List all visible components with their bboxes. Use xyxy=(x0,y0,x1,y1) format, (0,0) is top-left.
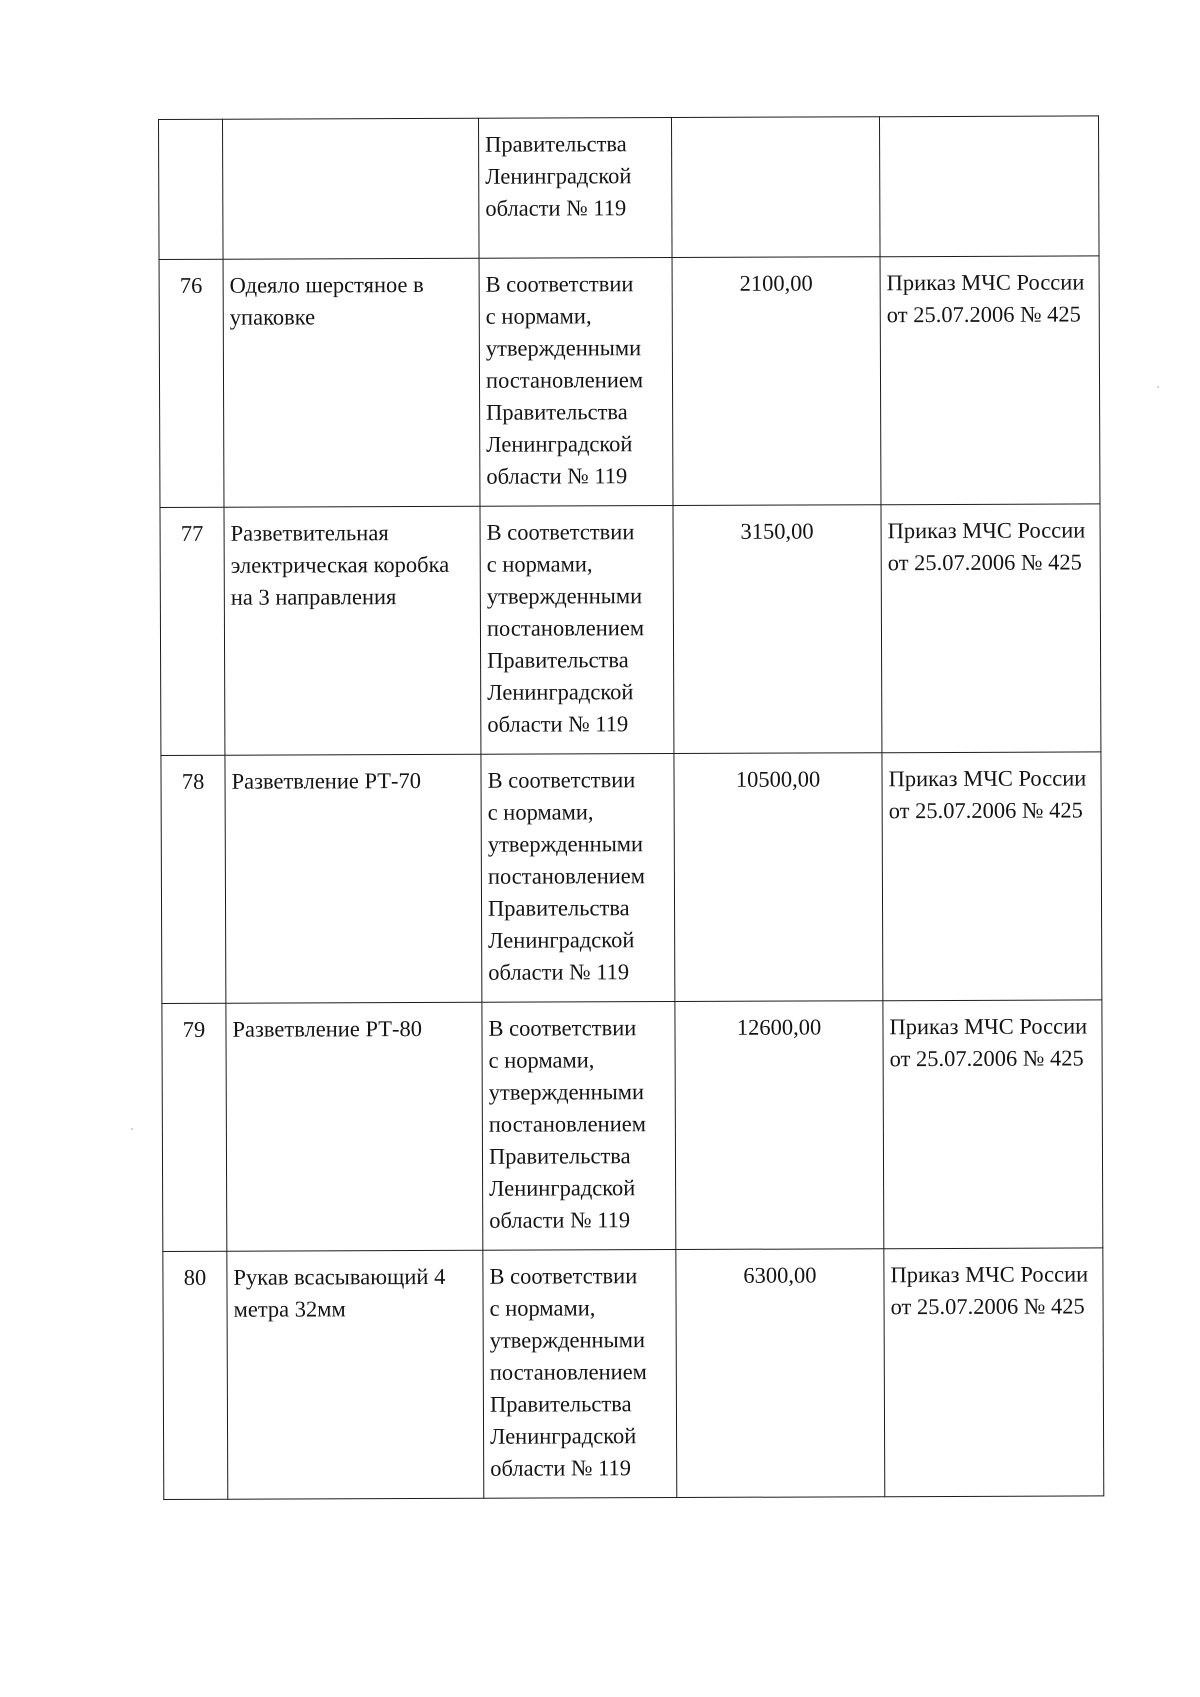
row-number-cell: 78 xyxy=(161,755,226,1003)
basis-line: Ленинградской xyxy=(489,1175,636,1201)
item-name-cell xyxy=(223,118,480,259)
reference-cell: Приказ МЧС России от 25.07.2006 № 425 xyxy=(881,504,1101,753)
basis-line: области № 119 xyxy=(490,1455,632,1481)
basis-cell xyxy=(482,1002,676,1251)
reference-cell: Приказ МЧС России от 25.07.2006 № 425 xyxy=(880,256,1100,505)
basis-cell xyxy=(478,118,672,259)
price-cell: 6300,00 xyxy=(676,1249,885,1498)
item-name-cell: Одеяло шерстяное в упаковке xyxy=(223,258,480,507)
basis-line: Правительства xyxy=(487,895,630,921)
reference-cell: Приказ МЧС России от 25.07.2006 № 425 xyxy=(882,752,1102,1001)
basis-cell xyxy=(481,754,675,1003)
basis-cell xyxy=(483,1250,677,1499)
row-number-cell xyxy=(159,119,224,259)
basis-line: Ленинградской xyxy=(487,679,634,705)
basis-line: Правительства xyxy=(488,1143,631,1169)
basis-line: постановлением xyxy=(488,1111,646,1137)
price-cell: 12600,00 xyxy=(675,1001,884,1250)
basis-line: В соответствии xyxy=(486,519,635,545)
table-row xyxy=(159,256,1100,508)
basis-line: утвержденными xyxy=(486,583,643,609)
item-name-cell: Разветвление РТ-70 xyxy=(225,754,482,1003)
basis-line: области № 119 xyxy=(488,959,630,985)
item-name-cell: Разветвительная электрическая коробка на 3 направления xyxy=(224,506,481,755)
basis-line: с нормами, xyxy=(488,1047,595,1073)
basis-line: В соответствии xyxy=(487,767,636,793)
row-number-cell: 76 xyxy=(159,259,224,507)
basis-line: Правительства xyxy=(486,399,628,425)
basis-line: с нормами, xyxy=(489,1295,596,1321)
item-name-cell: Разветвление РТ-80 xyxy=(226,1002,483,1251)
row-number-cell: 77 xyxy=(160,507,225,755)
price-cell: 10500,00 xyxy=(674,753,883,1002)
reference-cell: Приказ МЧС России от 25.07.2006 № 425 xyxy=(883,1000,1103,1249)
row-number-cell: 80 xyxy=(163,1251,228,1499)
basis-line: области № 119 xyxy=(486,463,628,489)
reference-cell: Приказ МЧС России от 25.07.2006 № 425 xyxy=(884,1248,1104,1497)
basis-line: Ленинградской xyxy=(488,927,635,953)
price-cell xyxy=(671,117,880,258)
basis-line: Ленинградской xyxy=(490,1423,637,1449)
basis-line: с нормами, xyxy=(486,551,593,577)
price-cell: 3150,00 xyxy=(673,505,882,754)
basis-line: с нормами, xyxy=(487,799,594,825)
basis-line: Ленинградской xyxy=(485,163,632,189)
reference-cell xyxy=(879,116,1099,257)
basis-line: утвержденными xyxy=(488,1079,645,1105)
basis-line: Правительства xyxy=(487,647,629,673)
table-row xyxy=(163,1248,1104,1500)
basis-line: Правительства xyxy=(485,131,627,157)
basis-line: постановлением xyxy=(487,863,646,889)
basis-line: утвержденными xyxy=(487,831,644,857)
item-name-cell: Рукав всасывающий 4 метра 32мм xyxy=(227,1250,484,1499)
table-row-continuation xyxy=(159,116,1100,260)
basis-line: утвержденными xyxy=(489,1327,646,1353)
row-number-cell: 79 xyxy=(162,1003,227,1251)
items-table-body xyxy=(159,116,1104,1500)
price-cell: 2100,00 xyxy=(672,257,881,506)
basis-line: области № 119 xyxy=(489,1207,631,1233)
table-row xyxy=(161,752,1102,1004)
basis-line: постановлением xyxy=(486,615,645,641)
items-table xyxy=(158,115,1104,1500)
basis-cell xyxy=(480,506,674,755)
basis-line: с нормами, xyxy=(485,303,592,329)
basis-line: В соответствии xyxy=(488,1015,637,1041)
basis-line: Правительства xyxy=(489,1391,632,1417)
basis-line: Ленинградской xyxy=(486,431,633,457)
table-row xyxy=(160,504,1101,756)
basis-line: В соответствии xyxy=(485,271,634,297)
basis-line: области № 119 xyxy=(485,195,627,221)
basis-cell xyxy=(479,258,673,507)
basis-line: В соответствии xyxy=(489,1263,638,1289)
basis-line: постановлением xyxy=(489,1359,647,1385)
basis-line: области № 119 xyxy=(487,711,629,737)
basis-line: утвержденными xyxy=(485,335,642,361)
scan-speck xyxy=(131,1128,133,1130)
basis-line: постановлением xyxy=(485,367,644,393)
table-row xyxy=(162,1000,1103,1252)
scan-speck xyxy=(1157,386,1159,388)
